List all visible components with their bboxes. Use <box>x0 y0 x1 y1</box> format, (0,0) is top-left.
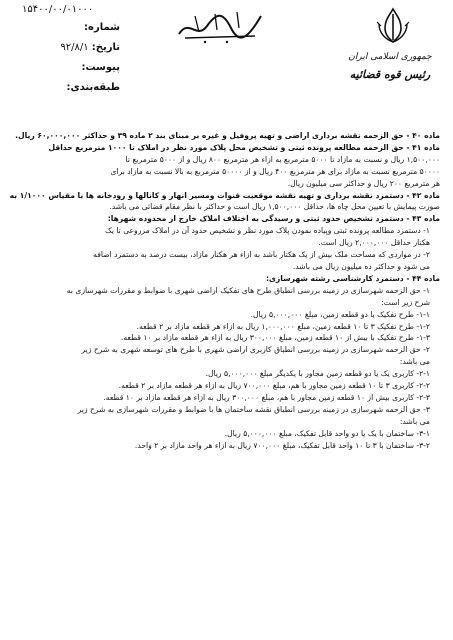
body-line: ۱-۱- طرح تفکیک یا دو قطعه زمین، مبلغ ۵,۰۰۰,۰۰۰ ریال. <box>250 309 430 319</box>
body-line: ماده ۴۱ - حق الزحمه مطالعه پرونده ثبتی و تشخیص محل پلاک مورد نظر در املاک تا ۱۰۰۰ مترمربع حداقل <box>48 142 440 152</box>
meta-date: تاریخ: ۹۲/۸/۱ <box>60 42 120 53</box>
meta-number: شماره: <box>84 22 120 33</box>
body-line: ۲-۲- کاربری ۳ تا ۱۰ قطعه زمین مجاور با هم، مبلغ ۷۰۰,۰۰۰ ریال به ازاء هر قطعه مازاد بر ۲ قطعه. <box>118 381 430 391</box>
document-body <box>8 130 440 635</box>
body-line: می باشد: <box>399 357 430 367</box>
body-line: می شود و حداکثر ده میلیون ریال می باشد. <box>292 261 430 271</box>
org-name: جمهوری اسلامی ایران <box>348 52 432 62</box>
body-line: ماده ۴۲ - دستمزد نقشه برداری و تهیه نقشه موقعیت قنوات ومسیر انهار و کانالها و رودخانه ها با مقیاس ۱/۱۰۰۰ به <box>9 190 440 200</box>
body-line: هکتار حداقل ۲,۰۰۰,۰۰۰ ریال است. <box>318 238 430 248</box>
organization-header <box>345 6 435 126</box>
body-line: ماده ۴۰ - حق الزحمه نقشه برداری اراضی و تهیه پروفیل و غیره بر مبنای بند ۲ ماده ۳۹ و حداکثر ۶۰,۰۰۰,۰۰۰ ریال. <box>15 131 440 140</box>
body-line: ماده ۴۴ - دستمزد کارشناسی رشته شهرسازی: <box>265 273 440 283</box>
body-line: ۳- حق الزحمه شهرسازی در زمینه بررسی انطباق نقشه ساختمان ها با ضوابط و مقررات شهرسازی به شرح زیر <box>77 404 430 414</box>
body-line: ۱-۲- طرح تفکیک ۳ تا ۱۰ قطعه زمین، مبلغ ۱,۰۰۰,۰۰۰ ریال به ازاء هر قطعه مازاد بر ۲ قطعه. <box>136 321 430 331</box>
emblem-icon <box>373 6 413 46</box>
body-line: ۳-۱- ساختمان با یک یا دو واحد قابل تفکیک، مبلغ ۵,۰۰۰,۰۰۰ ریال. <box>224 428 430 438</box>
reference-number: ۱۵۴۰۰/۰۰/۰۱۰۰۰ <box>22 4 94 15</box>
body-line: ۱- دستمزد مطالعه پرونده ثبتی وپیاده نمودن پلاک مورد نظر و تشخیص حدود آن در املاک مزروعی تا یک <box>105 226 430 236</box>
body-line: می باشد: <box>399 416 430 426</box>
body-line: ۲- در مواردی که مساحت ملک بیش از یک هکتار باشد به ازاء هر هکتار مازاد، بیست درصد به دستمزد اضافه <box>93 250 430 260</box>
body-line: ماده ۴۳ - دستمزد تشخیص حدود ثبتی و رسیدگی به اختلاف املاک خارج از محدوده شهرها: <box>107 214 440 224</box>
meta-classification: طبقه‌بندی: <box>66 82 120 93</box>
body-line: صورت پیمایش با تعیین محل چاه ها، حداقل ۱,۵۰۰,۰۰۰ ریال است و حداکثر با نظر مقام قضائی می باشد. <box>109 202 440 212</box>
body-line: ۱,۵۰۰,۰۰۰ ریال و نسبت به مازاد تا ۵۰۰۰ مترمربع به ازاء هر مترمربع ۸۰۰ ریال و از ۵۰۰۰ مترمربع تا <box>125 154 440 164</box>
body-line: هر مترمربع ۲۰۰ ریال و حداکثر سی میلیون ریال. <box>287 178 440 188</box>
basmala-calligraphy <box>175 6 265 46</box>
body-line: ۳-۲- ساختمان با ۳ تا ۱۰ واحد قابل تفکیک، مبلغ ۷۰۰,۰۰۰ ریال به ازاء هر واحد مازاد بر ۲ واحد. <box>134 440 430 450</box>
body-line: ۱- حق الزحمه شهرسازی در زمینه بررسی انطباق طرح های تفکیک اراضی شهری با ضوابط و مقررات شهرسازی به <box>66 285 430 295</box>
body-line: شرح زیر است: <box>381 297 430 307</box>
body-line: ۲- حق الزحمه شهرسازی در زمینه بررسی انطباق کاربری اراضی شهری با طرح های توسعه شهری به شرح زیر <box>81 345 430 355</box>
body-line: ۱-۳- طرح تفکیک با بیش از ۱۰ قطعه زمین، مبلغ ۳۰۰,۰۰۰ ریال به ازاء هر قطعه مازاد بر ۱۰ قطعه. <box>120 333 430 343</box>
body-line: ۵۰۰۰۰ مترمربع نسبت به مازاد برای هر مترمربع ۴۰۰ ریال و از ۵۰۰۰۰ مترمربع به بالا نسبت به مازاد برای <box>110 166 440 176</box>
meta-attachment: پیوست: <box>81 62 120 73</box>
body-line: ۲-۱- کاربری یک یا دو قطعه زمین مجاور با یکدیگر مبلغ ۵,۰۰۰,۰۰۰ ریال. <box>205 369 430 379</box>
org-office: رئیس قوه قضائیه <box>349 68 431 81</box>
body-line: ۲-۳- کاربری بیش از ۱۰ قطعه زمین مجاور با هم، مبلغ ۳۰۰,۰۰۰ ریال به ازاء هر قطعه مازاد بر ۱۰ قطعه. <box>103 392 430 402</box>
